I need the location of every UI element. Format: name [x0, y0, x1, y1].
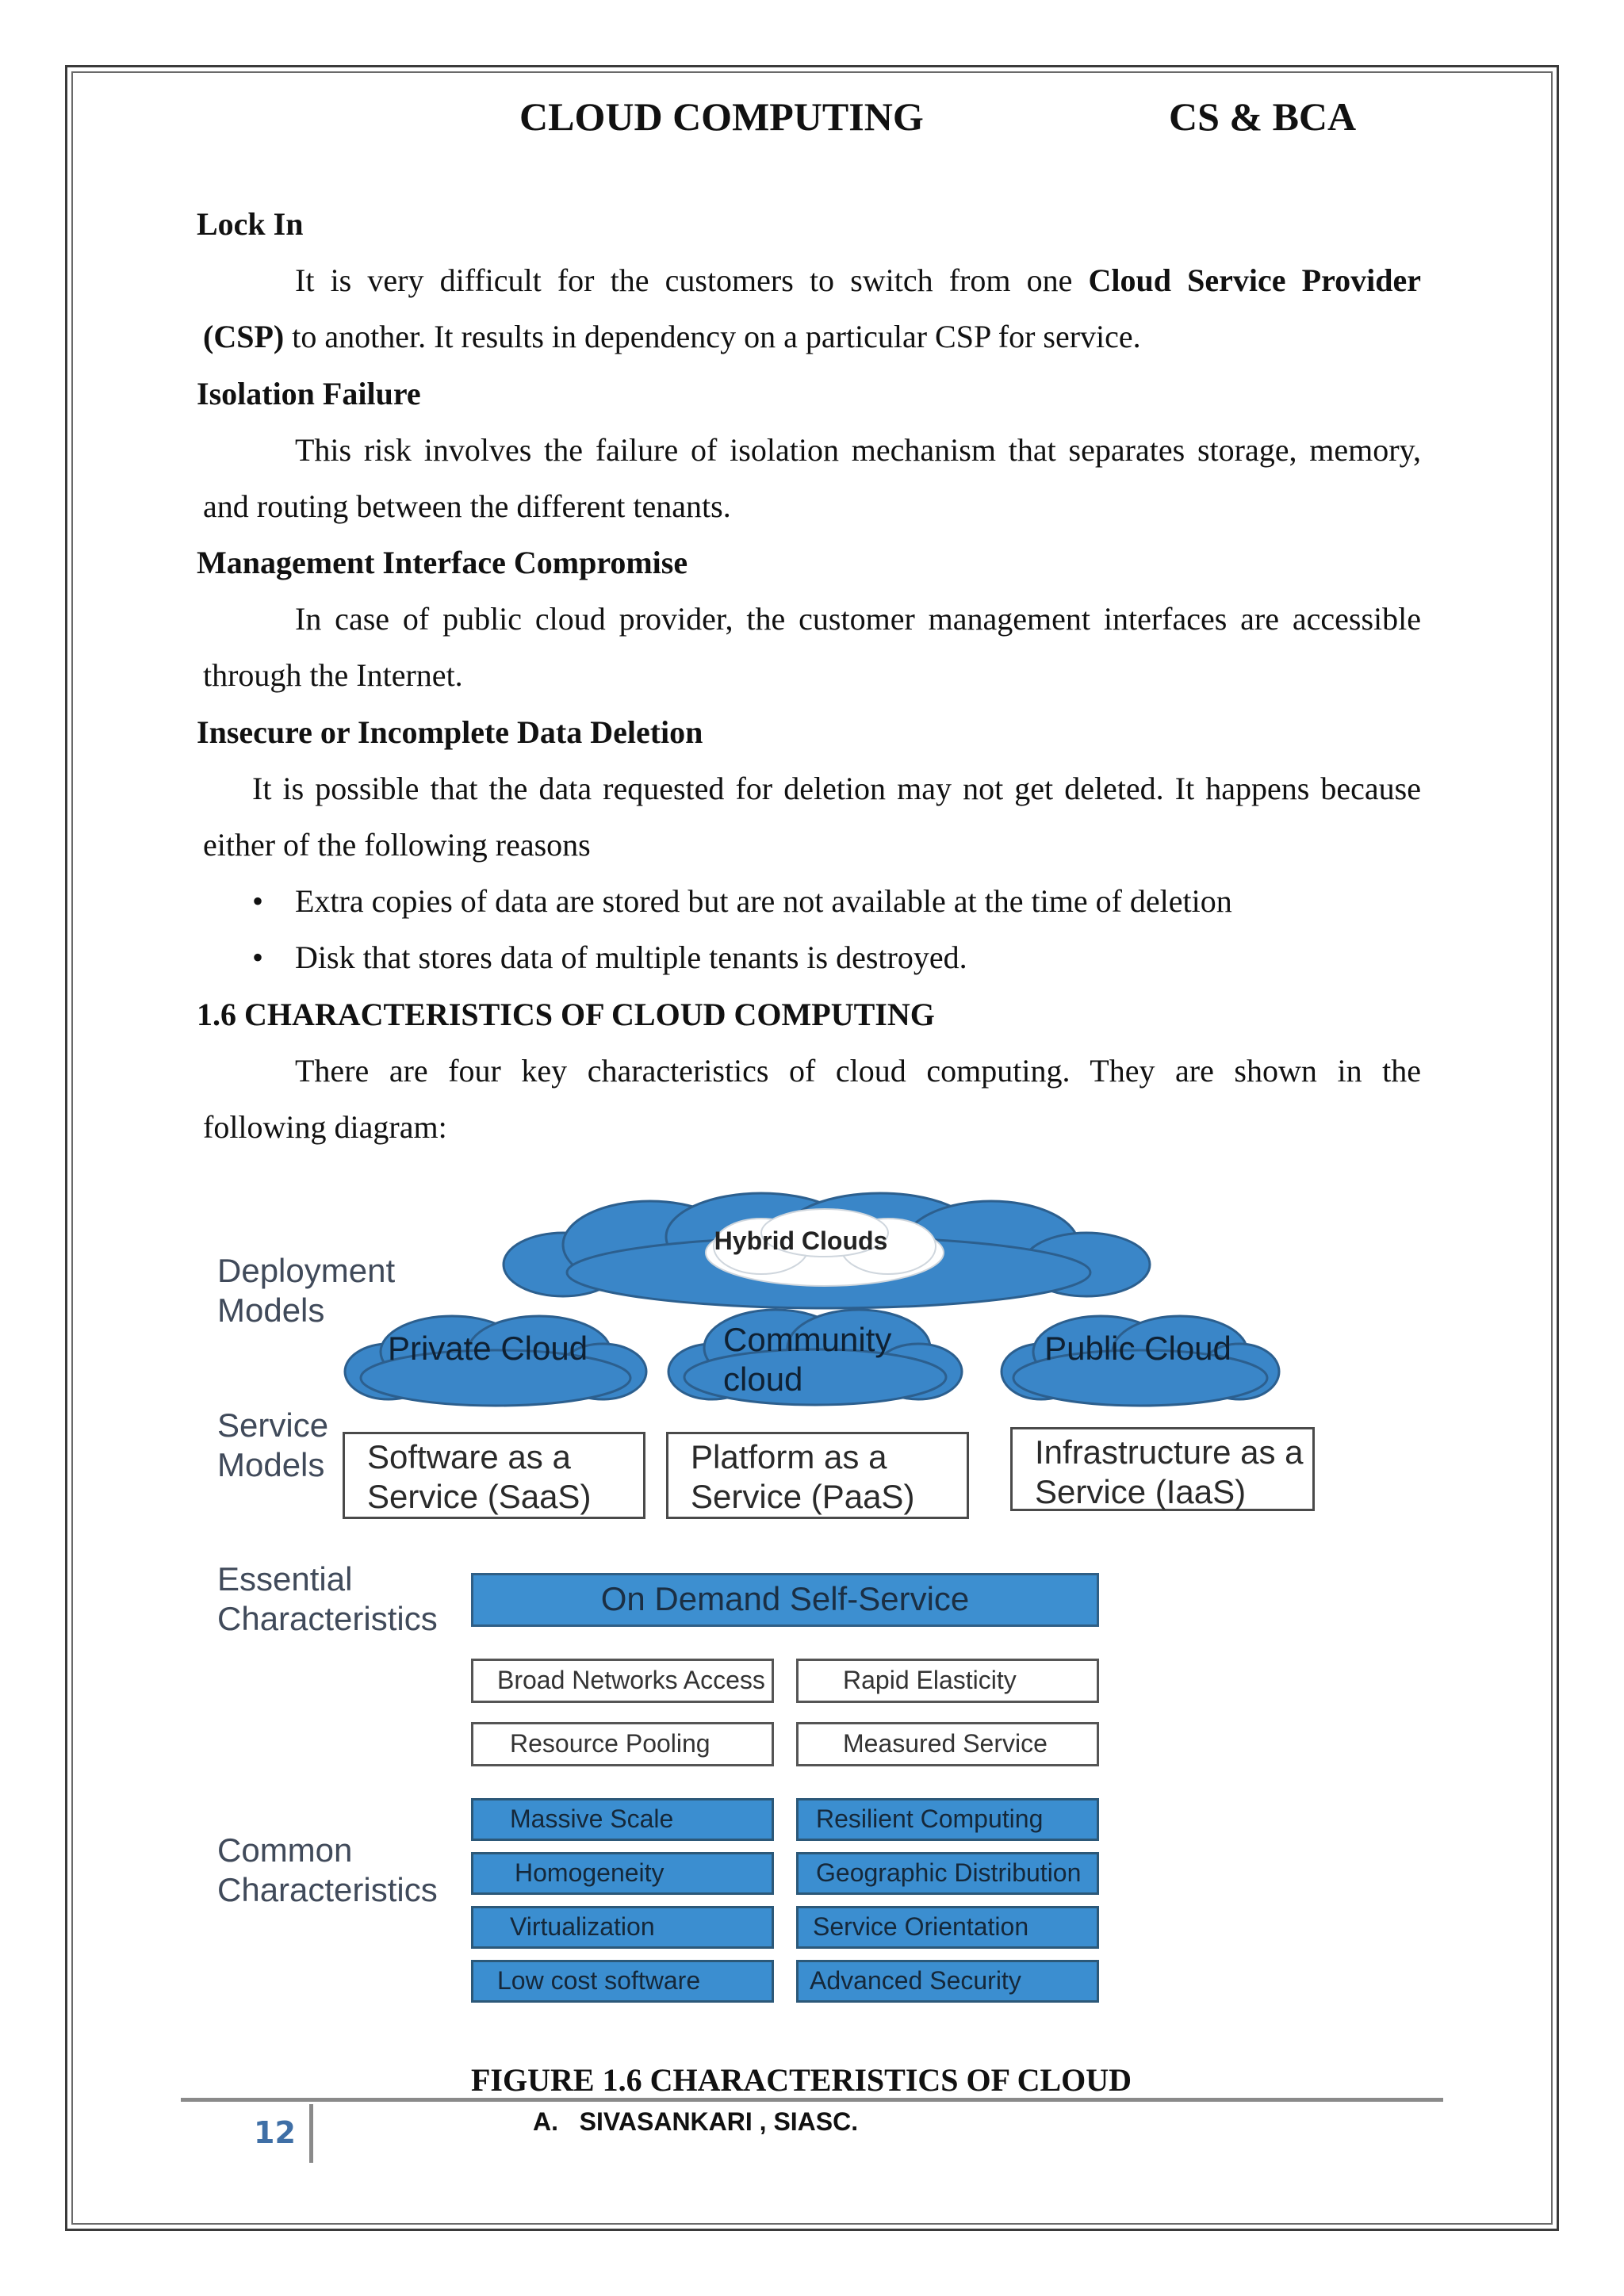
common-cell: Service Orientation: [796, 1906, 1099, 1949]
label-service-models: Service Models: [217, 1406, 329, 1483]
management-line1: In case of public cloud provider, the customer management interfaces are accessible: [295, 601, 1421, 637]
bullet-dot-icon: •: [252, 883, 264, 919]
management-line2: through the Internet.: [203, 657, 463, 693]
deletion-line2: either of the following reasons: [203, 827, 591, 863]
common-cell: Advanced Security: [796, 1960, 1099, 2003]
csp-bold: Cloud Service Provider: [1088, 262, 1422, 298]
common-cell: Low cost software: [471, 1960, 774, 2003]
heading-data-deletion: Insecure or Incomplete Data Deletion: [197, 714, 703, 750]
heading-isolation-failure: Isolation Failure: [197, 376, 421, 411]
label-essential-characteristics: Essential Characteristics: [217, 1560, 438, 1637]
figure-caption: FIGURE 1.6 CHARACTERISTICS OF CLOUD: [471, 2062, 1132, 2098]
footer-author: A. SIVASANKARI , SIASC.: [533, 2107, 859, 2136]
heading-management-interface: Management Interface Compromise: [197, 545, 688, 580]
common-cell: Virtualization: [471, 1906, 774, 1949]
page-number: 12: [254, 2115, 296, 2150]
community-cloud-label: Community cloud: [723, 1321, 892, 1398]
essential-cell: Rapid Elasticity: [796, 1659, 1099, 1703]
deletion-line1: It is possible that the data requested for deletion may not get deleted. It happens because: [252, 771, 1421, 806]
label-deployment-models: Deployment Models: [217, 1252, 396, 1329]
characteristics-line1: There are four key characteristics of cloud computing. They are shown in the: [295, 1053, 1421, 1089]
on-demand-self-service-bar: On Demand Self-Service: [471, 1573, 1099, 1627]
isolation-line2: and routing between the different tenants.: [203, 488, 731, 524]
saas-box: Software as a Service (SaaS): [343, 1432, 645, 1519]
isolation-line1: This risk involves the failure of isolation mechanism that separates storage, memory,: [295, 432, 1421, 468]
header-title: CLOUD COMPUTING: [519, 94, 924, 139]
essential-cell: Resource Pooling: [471, 1722, 774, 1766]
common-cell: Resilient Computing: [796, 1798, 1099, 1841]
essential-cell: Broad Networks Access: [471, 1659, 774, 1703]
bullet-dot-icon: •: [252, 939, 264, 975]
common-cell: Massive Scale: [471, 1798, 774, 1841]
footer-divider: [309, 2104, 313, 2163]
common-cell: Geographic Distribution: [796, 1852, 1099, 1895]
iaas-box: Infrastructure as a Service (IaaS): [1010, 1427, 1315, 1511]
lock-in-line1: It is very difficult for the customers to switch from one Cloud Service Provider: [295, 262, 1422, 298]
public-cloud-label: Public Cloud: [1044, 1330, 1231, 1367]
lock-in-line2: (CSP) to another. It results in dependency on a particular CSP for service.: [203, 319, 1141, 354]
label-common-characteristics: Common Characteristics: [217, 1831, 438, 1908]
hybrid-clouds-label: Hybrid Clouds: [714, 1226, 888, 1255]
header-course: CS & BCA: [1169, 94, 1357, 139]
characteristics-line2: following diagram:: [203, 1109, 447, 1145]
heading-characteristics: 1.6 CHARACTERISTICS OF CLOUD COMPUTING: [197, 997, 935, 1032]
common-cell: Homogeneity: [471, 1852, 774, 1895]
footer-rule: [181, 2098, 1443, 2102]
private-cloud-label: Private Cloud: [387, 1330, 588, 1367]
essential-cell: Measured Service: [796, 1722, 1099, 1766]
paas-box: Platform as a Service (PaaS): [666, 1432, 969, 1519]
heading-lock-in: Lock In: [197, 206, 304, 242]
